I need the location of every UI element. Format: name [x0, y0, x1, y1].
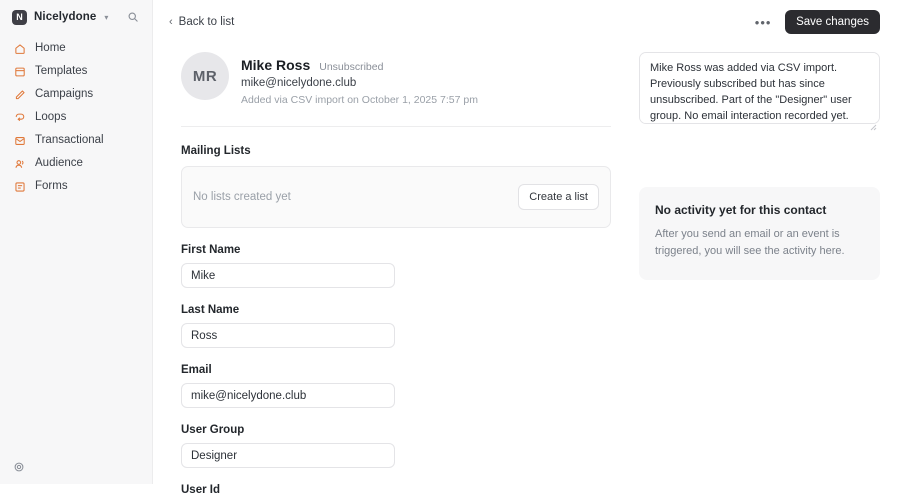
field-user-group — [181, 424, 611, 468]
sidebar-item-audience[interactable] — [7, 153, 145, 175]
campaigns-icon — [13, 89, 26, 102]
sidebar-item-label: Audience — [35, 157, 83, 170]
field-label: First Name — [181, 244, 241, 256]
chevron-left-icon: ‹ — [169, 15, 173, 28]
templates-icon — [13, 66, 26, 79]
workspace-switcher[interactable] — [0, 0, 152, 34]
sidebar-item-campaigns[interactable] — [7, 84, 145, 106]
sidebar-item-forms[interactable] — [7, 176, 145, 198]
field-label: User Group — [181, 424, 245, 436]
field-last-name — [181, 304, 611, 348]
back-to-list-label: Back to list — [178, 16, 235, 28]
sidebar-item-label: Templates — [35, 65, 88, 78]
email-input[interactable] — [181, 383, 395, 408]
left-column — [181, 50, 611, 503]
field-first-name — [181, 244, 611, 288]
sidebar — [0, 0, 153, 484]
settings-icon — [13, 461, 25, 476]
topbar — [153, 0, 900, 44]
contact-name-row — [241, 57, 478, 73]
avatar: MR — [181, 52, 229, 100]
notes-wrapper — [639, 52, 880, 129]
brand-name: Nicelydone — [34, 11, 97, 23]
chevron-down-icon: ▾ — [104, 12, 109, 22]
sidebar-item-label: Transactional — [35, 134, 104, 147]
sidebar-item-transactional[interactable] — [7, 130, 145, 152]
user-group-input[interactable] — [181, 443, 395, 468]
field-email — [181, 364, 611, 408]
status-badge: Unsubscribed — [319, 61, 384, 73]
sidebar-item-label: Home — [35, 42, 66, 55]
sidebar-item-loops[interactable] — [7, 107, 145, 129]
back-to-list-link[interactable] — [169, 16, 234, 28]
field-label: Last Name — [181, 304, 240, 316]
field-user-id — [181, 484, 611, 496]
mailing-lists-card — [181, 166, 611, 228]
loops-icon — [13, 112, 26, 125]
more-options-button[interactable]: ••• — [754, 14, 772, 30]
content-area — [153, 44, 900, 503]
contact-meta — [241, 52, 478, 106]
forms-icon — [13, 181, 26, 194]
sidebar-item-label: Forms — [35, 180, 68, 193]
page-title: Mike Ross — [241, 57, 311, 73]
sidebar-item-templates[interactable] — [7, 61, 145, 83]
brand-logo: N — [12, 10, 27, 25]
audience-icon — [13, 158, 26, 171]
create-list-button[interactable]: Create a list — [518, 184, 599, 210]
sidebar-item-home[interactable] — [7, 38, 145, 60]
activity-title: No activity yet for this contact — [655, 203, 827, 217]
sidebar-item-label: Loops — [35, 111, 67, 124]
activity-description: After you send an email or an event is triggered, you will see the activity here. — [655, 228, 845, 258]
contact-added-info: Added via CSV import on October 1, 2025 7:57 pm — [241, 94, 478, 106]
sidebar-item-label: Campaigns — [35, 88, 94, 101]
contact-email: mike@nicelydone.club — [241, 77, 357, 89]
contact-header — [181, 50, 611, 106]
mailing-lists-empty-text: No lists created yet — [193, 191, 291, 203]
first-name-input[interactable] — [181, 263, 395, 288]
sidebar-footer — [0, 453, 152, 484]
main-content — [153, 0, 900, 496]
sidebar-nav — [0, 38, 152, 198]
transactional-icon — [13, 135, 26, 148]
right-column — [639, 50, 880, 503]
home-icon — [13, 43, 26, 56]
mailing-lists-title: Mailing Lists — [181, 145, 251, 157]
sidebar-item-settings[interactable] — [13, 459, 139, 477]
save-changes-button[interactable]: Save changes — [785, 10, 880, 34]
last-name-input[interactable] — [181, 323, 395, 348]
field-label: Email — [181, 364, 212, 376]
activity-card — [639, 187, 880, 280]
divider — [181, 126, 611, 127]
resize-handle-icon[interactable] — [869, 118, 877, 126]
notes-textarea[interactable] — [639, 52, 880, 124]
field-label: User Id — [181, 484, 220, 496]
search-icon[interactable] — [124, 8, 142, 26]
